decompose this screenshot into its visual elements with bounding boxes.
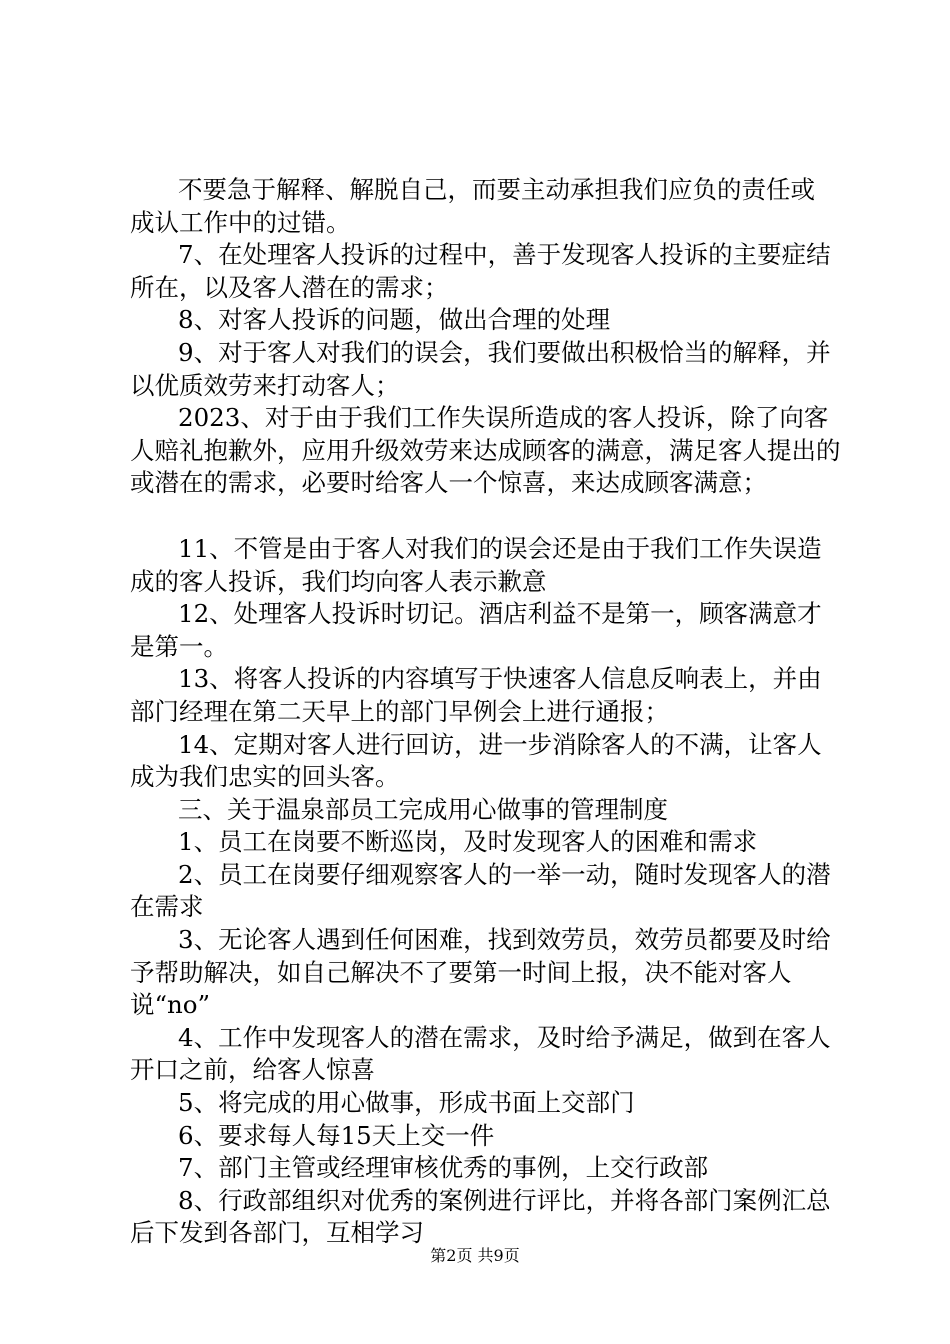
paragraph: 8、行政部组织对优秀的案例进行评比，并将各部门案例汇总后下发到各部门，互相学习 bbox=[130, 1185, 831, 1248]
paragraph: 6、要求每人每15天上交一件 bbox=[178, 1120, 495, 1150]
page-number-footer: 第2页 共9页 bbox=[430, 1246, 520, 1265]
paragraph: 11、不管是由于客人对我们的误会还是由于我们工作失误造成的客人投诉，我们均向客人表示歉意 bbox=[130, 533, 822, 596]
document-body bbox=[130, 174, 841, 1250]
paragraph: 7、部门主管或经理审核优秀的事例，上交行政部 bbox=[178, 1153, 709, 1183]
paragraph: 2、员工在岗要仔细观察客人的一举一动，随时发现客人的潜在需求 bbox=[130, 859, 831, 922]
paragraph: 14、定期对客人进行回访，进一步消除客人的不满，让客人成为我们忠实的回头客。 bbox=[130, 729, 822, 792]
section-heading: 三、关于温泉部员工完成用心做事的管理制度 bbox=[178, 794, 668, 824]
paragraph: 1、员工在岗要不断巡岗，及时发现客人的困难和需求 bbox=[178, 827, 758, 857]
paragraph: 9、对于客人对我们的误会，我们要做出积极恰当的解释，并以优质效劳来打动客人； bbox=[130, 337, 831, 400]
paragraph: 13、将客人投诉的内容填写于快速客人信息反响表上，并由部门经理在第二天早上的部门早例会上进行通报； bbox=[130, 664, 822, 726]
paragraph: 5、将完成的用心做事，形成书面上交部门 bbox=[178, 1088, 635, 1118]
paragraph: 3、无论客人遇到任何困难，找到效劳员，效劳员都要及时给予帮助解决，如自己解决不了要第一时间上报，决不能对客人说“no” bbox=[130, 925, 831, 1020]
paragraph: 7、在处理客人投诉的过程中，善于发现客人投诉的主要症结所在，以及客人潜在的需求； bbox=[130, 240, 831, 302]
paragraph: 4、工作中发现客人的潜在需求，及时给予满足，做到在客人开口之前，给客人惊喜 bbox=[130, 1022, 831, 1085]
paragraph: 不要急于解释、解脱自己，而要主动承担我们应负的责任或成认工作中的过错。 bbox=[130, 175, 815, 237]
paragraph: 8、对客人投诉的问题，做出合理的处理 bbox=[178, 305, 611, 335]
paragraph: 12、处理客人投诉时切记。酒店利益不是第一，顾客满意才是第一。 bbox=[130, 599, 822, 661]
paragraph: 2023、对于由于我们工作失误所造成的客人投诉，除了向客人赔礼抱歉外，应用升级效劳来达成顾客的满意，满足客人提出的或潜在的需求，必要时给客人一个惊喜，来达成顾客满意； bbox=[130, 403, 841, 498]
